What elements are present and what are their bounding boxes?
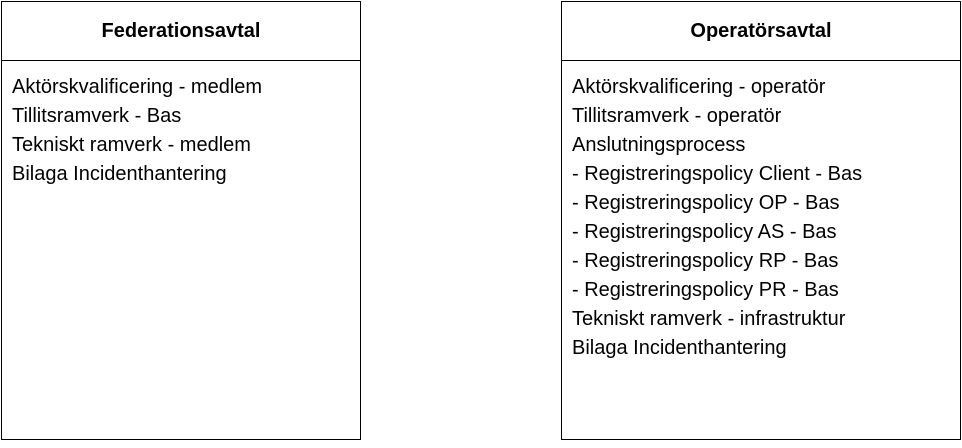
federationsavtal-title: Federationsavtal — [2, 2, 360, 61]
list-item: - Registreringspolicy OP - Bas — [572, 192, 840, 214]
list-item: Bilaga Incidenthantering — [572, 337, 787, 359]
list-item: - Registreringspolicy Client - Bas — [572, 163, 863, 185]
list-item: - Registreringspolicy RP - Bas — [572, 250, 839, 272]
list-item: - Registreringspolicy PR - Bas — [572, 279, 839, 301]
list-item: Anslutningsprocess — [572, 134, 746, 156]
list-item: Tillitsramverk - Bas — [12, 105, 182, 127]
operatorsavtal-items — [562, 61, 960, 363]
list-item: Tekniskt ramverk - medlem — [12, 134, 251, 156]
operatorsavtal-box — [561, 1, 961, 440]
federationsavtal-box — [1, 1, 361, 440]
list-item: Aktörskvalificering - operatör — [572, 76, 826, 98]
list-item: Tillitsramverk - operatör — [572, 105, 782, 127]
list-item: Bilaga Incidenthantering — [12, 163, 227, 185]
operatorsavtal-title: Operatörsavtal — [562, 2, 960, 61]
list-item: - Registreringspolicy AS - Bas — [572, 221, 837, 243]
list-item: Tekniskt ramverk - infrastruktur — [572, 308, 846, 330]
list-item: Aktörskvalificering - medlem — [12, 76, 263, 98]
federationsavtal-items — [2, 61, 360, 189]
